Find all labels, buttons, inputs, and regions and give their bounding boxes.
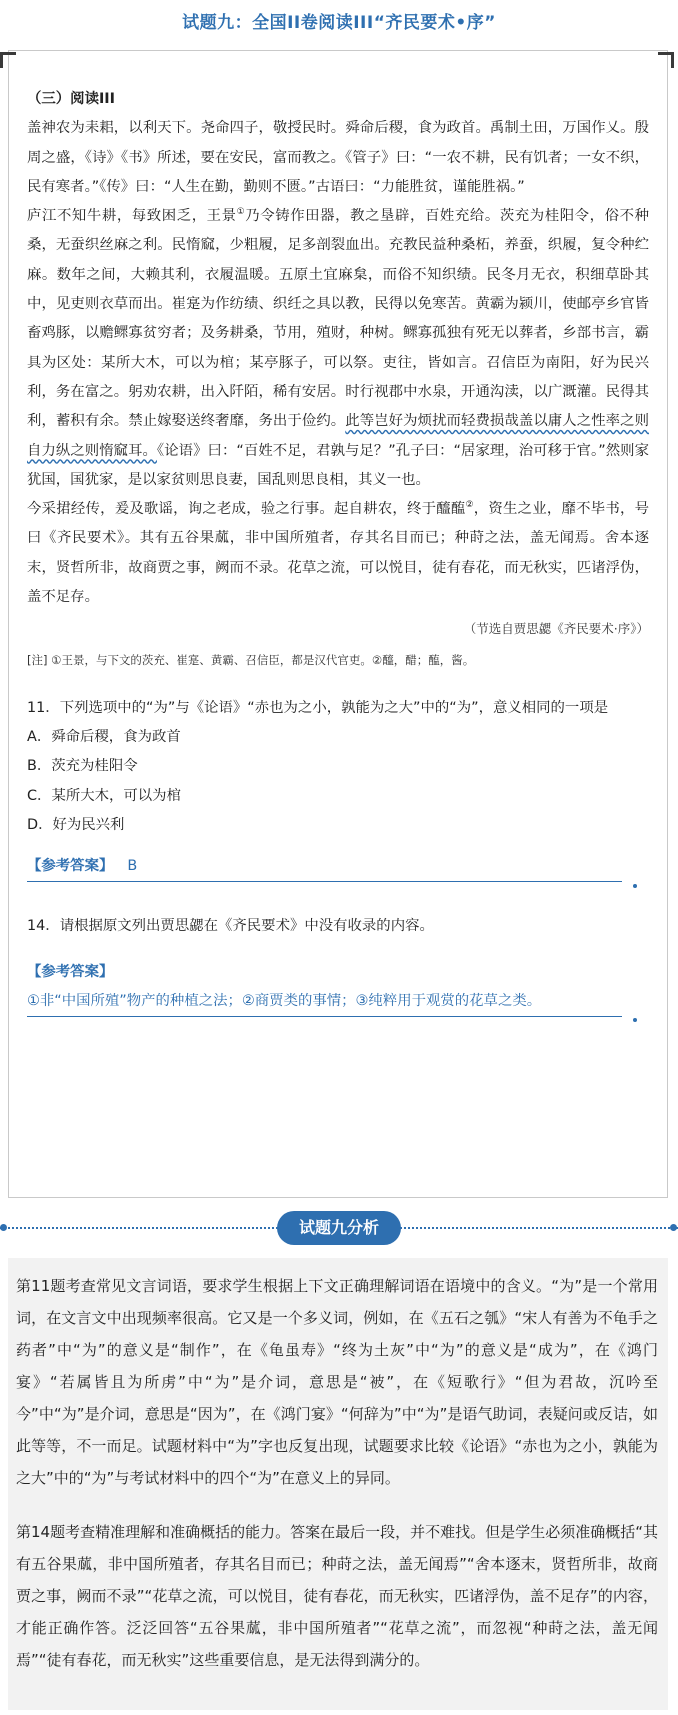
passage-p3-part-a: 今采捃经传，爰及歌谣，询之老成，验之行事。起自耕农，终于醯醢: [27, 501, 466, 518]
question-11-option-a: A．舜命后稷，食为政首: [27, 728, 181, 745]
answer-label: 【参考答案】: [27, 858, 114, 875]
passage-paragraph-2: [27, 202, 649, 495]
analysis-paragraph-1: 第11题考查常见文言词语，要求学生根据上下文正确理解词语在语境中的含义。“为”是一个常用词，在文言文中出现频率很高。它又是一个多义词，例如，在《五石之瓠》“宋人有善为不龟手之药者”中“为”的意义是“制作”，在《龟虽寿》“终为土灰”中“为”的意义是“成为”，在《鸿门宴》“若属皆且为所虏”中“为”是介词，意思是“被”，在《短歌行》“但为君故，沉吟至今”中“为”是介词，意思是“因为”，在《鸿门宴》“何辞为”中“为”是语气助词，表疑问或反诘，如此等等，不一而足。试题材料中“为”字也反复出现，试题要求比较《论语》“赤也为之小，孰能为之大”中的“为”与考试材料中的四个“为”在意义上的异同。: [16, 1277, 658, 1487]
answer-underline: [27, 881, 622, 882]
question-11-option-c: C．某所大木，可以为棺: [27, 787, 181, 804]
passage-p2-part-c: 《论语》曰：“百姓不足，君孰与足？”孔子曰：“居家理，治可移于官。”然则家犹国，国犹家，是以家贫则思良妻，国乱则思良相，其义一也。: [27, 442, 649, 488]
question-11-answer-block: [27, 852, 649, 886]
passage-note: [注] ①王景，与下文的茨充、崔寔、黄霸、召信臣，都是汉代官吏。②醯，醋；醢，酱。: [27, 652, 475, 667]
passage-p3-part-b: ，资生之业，靡不毕书，号曰《齐民要术》。其有五谷果蓏，非中国所殖者，存其名目而已；种莳之法，盖无闻焉。舍本逐末，贤哲所非，故商贾之事，阙而不录。花草之流，可以悦目，徒有春花，而无秋实，匹诸浮伪，盖不足存。: [27, 501, 649, 606]
frame-corner-left: [0, 52, 16, 68]
passage-p2-part-b: 乃令铸作田器，教之垦辟，百姓充给。茨充为桂阳令，俗不种桑，无蚕织丝麻之利。民惰窳，少粗履，足多剖裂血出。充教民益种桑柘，养蚕，织履，复令种纻麻。数年之间，大赖其利，衣履温暖。五原土宜麻枲，而俗不知织绩。民冬月无衣，积细草卧其中，见吏则衣草而出。崔寔为作纺绩、织纴之具以教，民得以免寒苦。黄霸为颍川，使邮亭乡官皆畜鸡豚，以赡鳏寡贫穷者；及务耕桑，节用，殖财，种树。鳏寡孤独有死无以葬者，乡部书言，霸具为区处：某所大木，可以为棺；某亭豚子，可以祭。吏往，皆如言。召信臣为南阳，好为民兴利，务在富之。躬劝农耕，出入阡陌，稀有安居。时行视郡中水泉，开通沟渎，以广溉灌。民得其利，蓄积有余。禁止嫁娶送终奢靡，务出于俭约。: [27, 208, 649, 430]
answer-label: 【参考答案】: [27, 963, 114, 980]
question-14-answer: ①非“中国所殖”物产的种植之法；②商贾类的事情；③纯粹用于观赏的花草之类。: [27, 993, 542, 1010]
question-11-stem: 11．下列选项中的“为”与《论语》“赤也为之小，孰能为之大”中的“为”，意义相同的一项是: [27, 699, 609, 716]
footnote-marker-1: ①: [236, 207, 246, 218]
frame-corner-right: [658, 52, 674, 68]
section-heading: （三）阅读III: [27, 91, 116, 107]
analysis-box: [8, 1258, 668, 1710]
question-14-answer-block: [27, 958, 649, 1022]
passage-source: （节选自贾思勰《齐民要术·序》）: [463, 621, 649, 637]
question-11-option-d: D．好为民兴利: [27, 816, 125, 833]
answer-dot: [633, 884, 637, 888]
question-11-answer-line: [27, 852, 649, 881]
passage-paragraph-3: [27, 495, 649, 612]
question-14-stem: 14．请根据原文列出贾思勰在《齐民要术》中没有收录的内容。: [27, 918, 434, 935]
footnote-marker-2: ②: [465, 500, 474, 511]
page-title: 试题九：全国II卷阅读III“齐民要术•序”: [182, 13, 496, 33]
passage-p2-part-a: 庐江不知牛耕，每致困乏，王景: [27, 208, 237, 225]
answer-underline: [27, 1016, 622, 1017]
passage-paragraph-1: 盖神农为耒耜，以利天下。尧命四子，敬授民时。舜命后稷，食为政首。禹制土田，万国作乂。殷周之盛，《诗》《书》所述，要在安民，富而教之。《管子》曰：“一农不耕，民有饥者；一女不织，民有寒者。”《传》曰：“人生在勤，勤则不匮。”古语曰：“力能胜贫，谨能胜祸。”: [27, 120, 649, 195]
divider-dot-right: [670, 1224, 677, 1231]
analysis-title-badge: 试题九分析: [277, 1211, 401, 1245]
answer-dot: [633, 1018, 637, 1022]
wavy-underlined-sentence: 此等岂好为烦扰而轻费损哉盖以庸人之性率之则自力纵之则惰窳耳。: [27, 413, 649, 459]
analysis-paragraph-2: 第14题考查精准理解和准确概括的能力。答案在最后一段，并不难找。但是学生必须准确概括“其有五谷果蓏，非中国所殖者，存其名目而已；种莳之法，盖无闻焉”“舍本逐末，贤哲所非，故商贾之事，阙而不录”“花草之流，可以悦目，徒有春花，而无秋实，匹诸浮伪，盖不足存”的内容，才能正确作答。泛泛回答“五谷果蓏，非中国所殖者”“花草之流”，而忽视“种莳之法，盖无闻焉”“徒有春花，而无秋实”这些重要信息，是无法得到满分的。: [16, 1523, 658, 1669]
divider-dot-left: [0, 1224, 7, 1231]
question-11-answer: B: [127, 858, 138, 875]
question-11-option-b: B．茨充为桂阳令: [27, 758, 138, 775]
question-content: [27, 85, 649, 1021]
